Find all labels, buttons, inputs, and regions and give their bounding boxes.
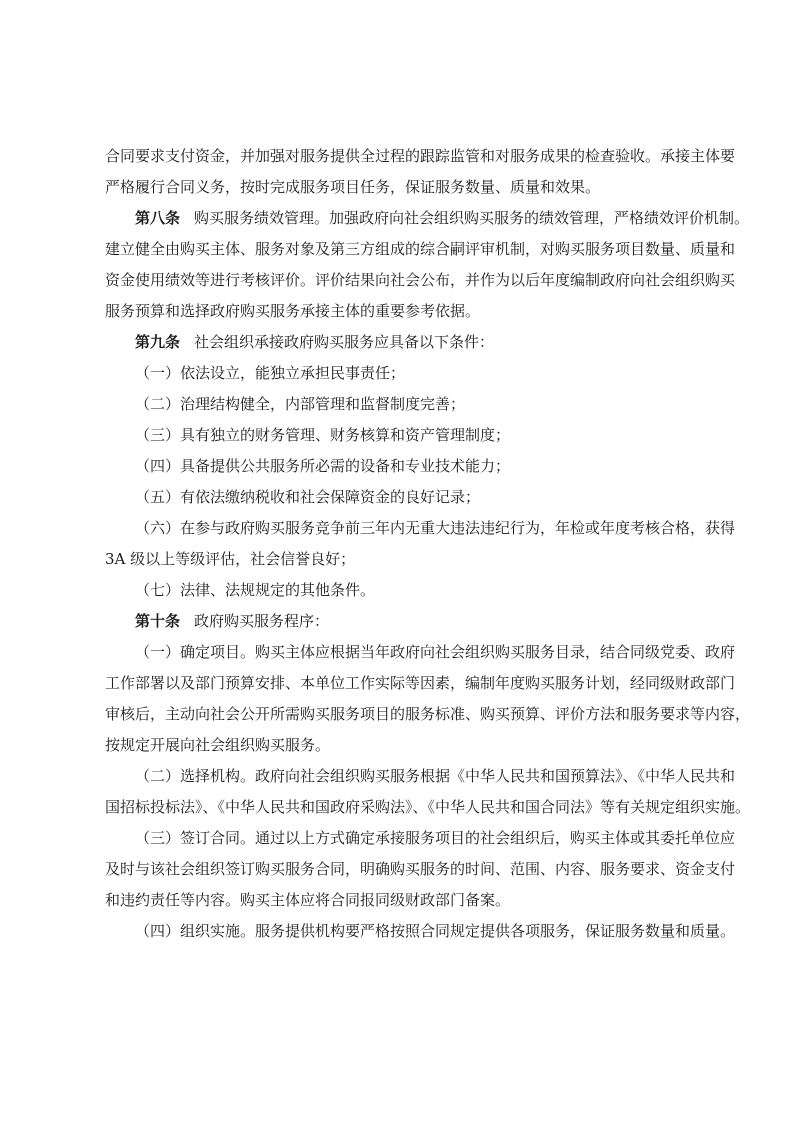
- text-line: [105, 203, 750, 234]
- text-line: （四）组织实施。服务提供机构要严格按照合同规定提供各项服务，保证服务数量和质量。: [135, 922, 736, 940]
- text-line: 服务预算和选择政府购买服务承接主体的重要参考依据。: [105, 302, 481, 320]
- text-line: （七）法律、法规规定的其他条件。: [135, 581, 376, 599]
- text-line: （三）具有独立的财务管理、财务核算和资产管理制度；: [135, 426, 511, 444]
- text-line: 3A 级以上等级评估，社会信誉良好；: [105, 550, 356, 568]
- text-line: 严格履行合同义务，按时完成服务项目任务，保证服务数量、质量和效果。: [105, 178, 601, 196]
- condition-item-1: [105, 358, 689, 389]
- procedure-item-4: [105, 916, 736, 947]
- text-line: （一）依法设立，能独立承担民事责任；: [135, 364, 406, 382]
- text-line: （六）在参与政府购买服务竞争前三年内无重大违法违纪行为，年检或年度考核合格，获得: [135, 519, 736, 537]
- text-line: （二）治理结构健全，内部管理和监督制度完善；: [135, 395, 466, 413]
- article-9: [105, 327, 689, 358]
- text-line: （三）签订合同。通过以上方式确定承接服务项目的社会组织后，购买主体或其委托单位应: [135, 829, 736, 847]
- procedure-item-3: [105, 823, 736, 916]
- condition-item-3: [105, 420, 689, 451]
- condition-item-5: [105, 482, 689, 513]
- text-line: 工作部署以及部门预算安排、本单位工作实际等因素，编制年度购买服务计划，经同级财政部门: [105, 674, 736, 692]
- text-line: 及时与该社会组织签订购买服务合同，明确购买服务的时间、范围、内容、服务要求、资金支付: [105, 860, 736, 878]
- condition-item-6: [105, 513, 736, 575]
- text-line: （四）具备提供公共服务所必需的设备和专业技术能力；: [135, 457, 511, 475]
- article-10-text: 政府购买服务程序：: [194, 612, 330, 630]
- article-8-heading: 第八条: [135, 209, 181, 227]
- article-9-text: 社会组织承接政府购买服务应具备以下条件：: [194, 333, 495, 351]
- text-line: （二）选择机构。政府向社会组织购买服务根据《中华人民共和国预算法》、《中华人民共和: [135, 767, 736, 785]
- article-9-heading: 第九条: [135, 333, 181, 351]
- document-page: [105, 141, 751, 947]
- article-8: [105, 203, 750, 327]
- text-line: 国招标投标法》、《中华人民共和国政府采购法》、《中华人民共和国合同法》等有关规定组织实施。: [105, 798, 751, 816]
- article-10: [105, 606, 689, 637]
- text-line: 建立健全由购买主体、服务对象及第三方组成的综合嗣评审机制，对购买服务项目数量、质量和: [105, 240, 736, 258]
- condition-item-4: [105, 451, 689, 482]
- text-line: 审核后，主动向社会公开所需购买服务项目的服务标准、购买预算、评价方法和服务要求等内容，: [105, 705, 751, 723]
- procedure-item-1: [105, 637, 751, 761]
- text-line: [105, 327, 689, 358]
- text-line: 和违约责任等内容。购买主体应将合同报同级财政部门备案。: [105, 891, 511, 909]
- text-line: 按规定开展向社会组织购买服务。: [105, 736, 331, 754]
- text-line: 合同要求支付资金，并加强对服务提供全过程的跟踪监管和对服务成果的检查验收。承接主体要: [105, 147, 736, 165]
- text-line: （五）有依法缴纳税收和社会保障资金的良好记录；: [135, 488, 481, 506]
- condition-item-2: [105, 389, 689, 420]
- text-line: [105, 606, 689, 637]
- text-line: （一）确定项目。购买主体应根据当年政府向社会组织购买服务目录，结合同级党委、政府: [135, 643, 736, 661]
- paragraph-contract-continuation: [105, 141, 736, 203]
- text-line: 资金使用绩效等进行考核评价。评价结果向社会公布，并作为以后年度编制政府向社会组织购买: [105, 271, 736, 289]
- condition-item-7: [105, 575, 689, 606]
- procedure-item-2: [105, 761, 751, 823]
- article-8-text: 购买服务绩效管理。加强政府向社会组织购买服务的绩效管理，严格绩效评价机制。: [194, 209, 750, 227]
- article-10-heading: 第十条: [135, 612, 181, 630]
